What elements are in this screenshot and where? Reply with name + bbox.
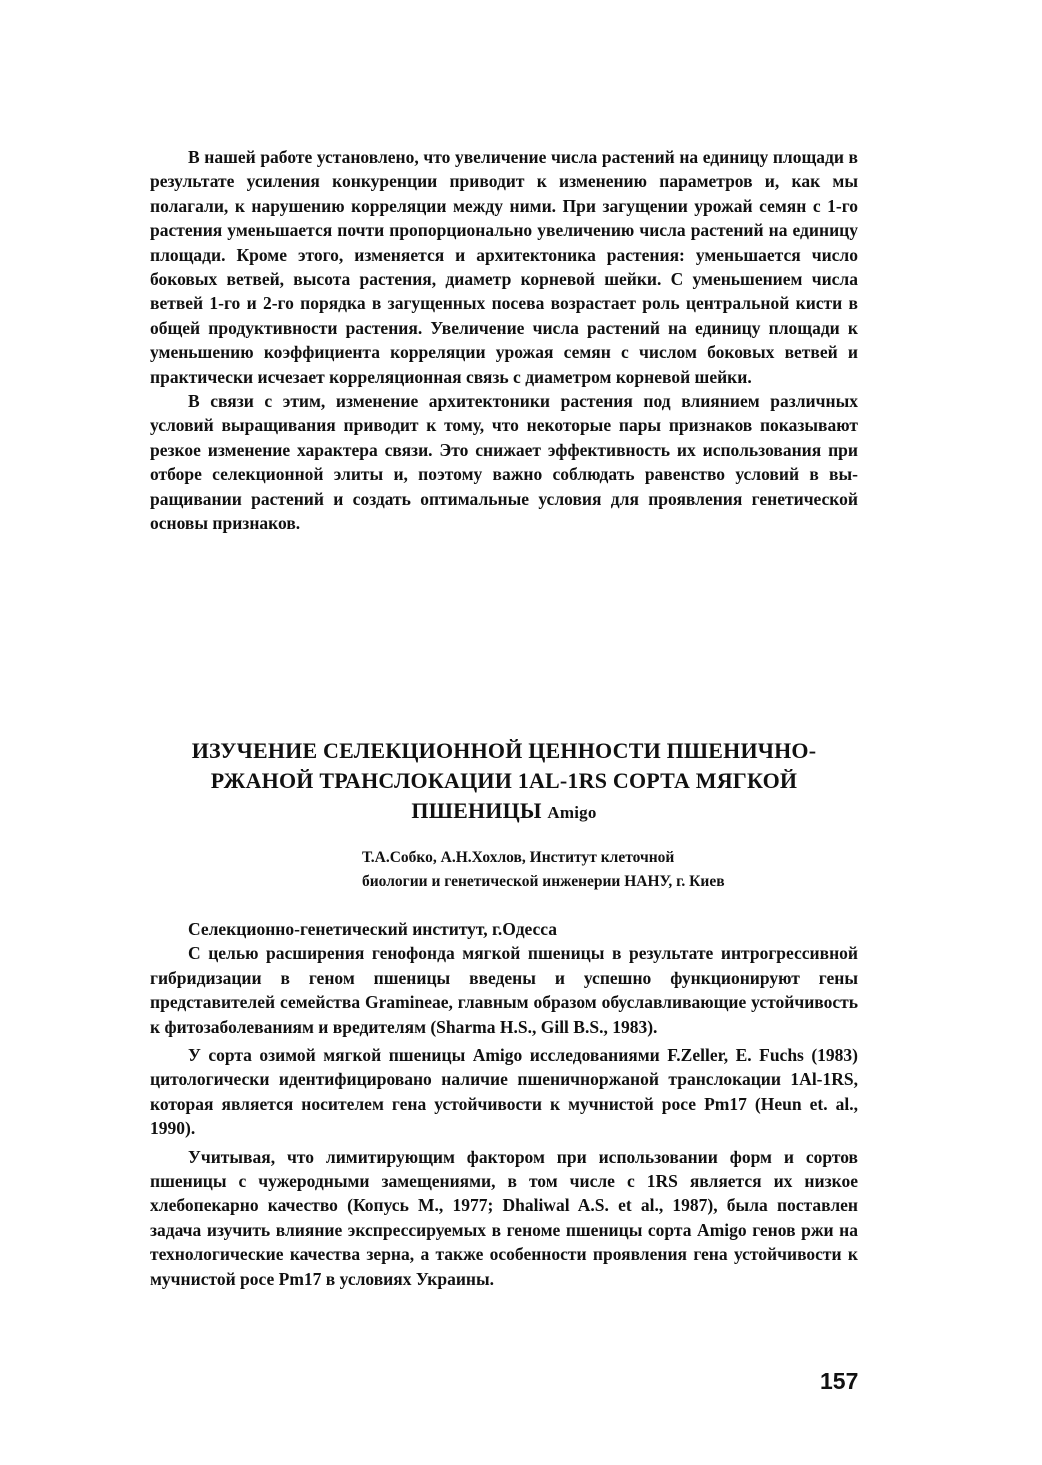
paragraph: В связи с этим, изменение архитектоники растения под влиянием различных условий выращивания приводит к тому, что некоторые пары признаков показывают резкое изменение характера связи. Это снижает эффективность их использования при отборе селекционной элиты и, поэтому важно соблюдать равенство условий в выращивании растений и создать оптимальные условия для проявления генетической основы признаков.	[150, 391, 858, 534]
top-text-block	[150, 145, 858, 536]
paragraph: В нашей работе установлено, что увеличение числа растений на единицу площади в результате усиления конкуренции приводит к изменению параметров и, как мы полагали, к нарушению корреляции между ними. При загущении урожай семян с 1-го растения уменьшается почти пропорционально увеличению числа растений на единицу площади. Кроме этого, изменяется и архитектоника растения: уменьшается число боковых ветвей, высота растения, диаметр корневой шейки. С уменьшением числа ветвей 1-го и 2-го порядка в загущенных посева возрастает роль центральной кисти в общей продуктивности растения. Увеличение числа растений на единицу площади к уменьшению коэффициента корреляции урожая семян с числом боковых ветвей и практически исчезает корреляционная связь с диаметром корневой шейки.	[150, 147, 858, 387]
authors-line: биологии и генетической инженерии НАНУ, г. Киев	[362, 873, 725, 890]
paragraph: У сорта озимой мягкой пшеницы Amigo исследованиями F.Zeller, E. Fuchs (1983) цитологически идентифицировано наличие пшеничноржаной транслокации 1Al-1RS, которая является носителем гена устойчивости к мучнистой росе Pm17 (Heun et. al., 1990).	[150, 1045, 858, 1139]
title-line: ИЗУЧЕНИЕ СЕЛЕКЦИОННОЙ ЦЕННОСТИ ПШЕНИЧНО-	[191, 738, 817, 763]
title-line: РЖАНОЙ ТРАНСЛОКАЦИИ 1AL-1RS СОРТА МЯГКОЙ	[210, 768, 798, 793]
title-word: ПШЕНИЦЫ	[411, 798, 542, 823]
paragraph: Учитывая, что лимитирующим фактором при использовании форм и сортов пшеницы с чужеродными замещениями, в том числе с 1RS является их низкое хлебопекарно качество (Копусь М., 1977; Dhaliwal A.S. et al., 1987), была поставлен задача изучить влияние экспрессируемых в геноме пшеницы сорта Amigo генов ржи на технологические качества зерна, а также особенности проявления гена устойчивости к мучнистой росе Pm17 в условиях Украины.	[150, 1146, 858, 1289]
authors-line: Т.А.Собко, А.Н.Хохлов, Институт клеточной	[362, 849, 675, 866]
title-line	[150, 796, 858, 828]
paragraph: С целью расширения генофонда мягкой пшеницы в результате интрогрессивной гибридизации в геном пшеницы введены и успешно функционируют гены представителей семейства Gramineae, главным образом обуславливающие устойчивость к фитозаболеваниям и вредителям (Sharma H.S., Gill B.S., 1983).	[150, 943, 858, 1037]
variety-name: Amigo	[547, 803, 597, 822]
article-title	[150, 736, 858, 828]
article-body	[150, 917, 858, 1291]
institute-affiliation: Селекционно-генетический институт, г.Одесса	[188, 919, 558, 939]
page-number: 157	[820, 1368, 859, 1394]
article-authors	[362, 846, 862, 894]
